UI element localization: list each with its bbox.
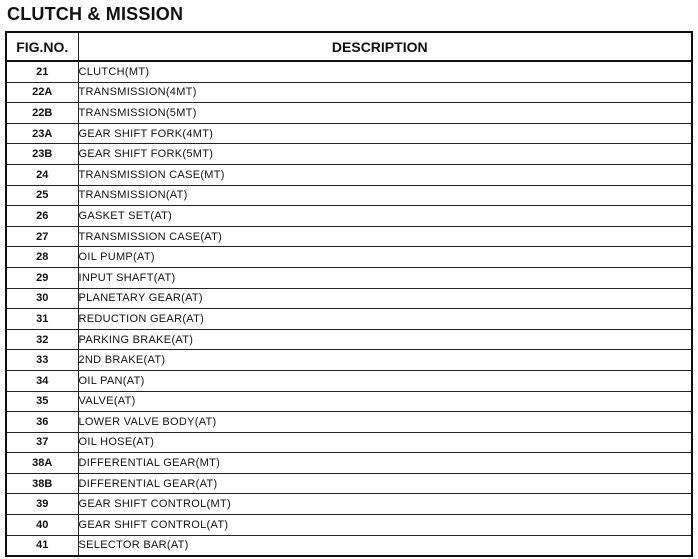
description-cell: CLUTCH(MT) xyxy=(78,61,692,82)
fig-no-cell: 30 xyxy=(6,288,78,309)
table-row xyxy=(6,391,692,412)
fig-no-cell: 21 xyxy=(6,61,78,82)
table-row xyxy=(6,350,692,371)
fig-no-cell: 38A xyxy=(6,453,78,474)
table-row xyxy=(6,309,692,330)
fig-no-cell: 28 xyxy=(6,247,78,268)
table-body xyxy=(6,61,692,556)
table-row xyxy=(6,267,692,288)
fig-no-cell: 36 xyxy=(6,412,78,433)
fig-no-cell: 23B xyxy=(6,144,78,165)
table-row xyxy=(6,515,692,536)
table-row xyxy=(6,82,692,103)
description-cell: GEAR SHIFT FORK(4MT) xyxy=(78,123,692,144)
description-cell: GEAR SHIFT CONTROL(MT) xyxy=(78,494,692,515)
description-cell: GEAR SHIFT FORK(5MT) xyxy=(78,144,692,165)
fig-no-cell: 33 xyxy=(6,350,78,371)
table-row xyxy=(6,247,692,268)
table-row xyxy=(6,494,692,515)
description-cell: PLANETARY GEAR(AT) xyxy=(78,288,692,309)
description-cell: TRANSMISSION(AT) xyxy=(78,185,692,206)
page-title: CLUTCH & MISSION xyxy=(7,4,184,24)
fig-no-cell: 40 xyxy=(6,515,78,536)
table-row xyxy=(6,123,692,144)
description-cell: OIL HOSE(AT) xyxy=(78,432,692,453)
fig-no-cell: 22A xyxy=(6,82,78,103)
table-row xyxy=(6,288,692,309)
description-cell: TRANSMISSION(4MT) xyxy=(78,82,692,103)
description-cell: DIFFERENTIAL GEAR(AT) xyxy=(78,473,692,494)
description-cell: OIL PUMP(AT) xyxy=(78,247,692,268)
table-row xyxy=(6,144,692,165)
fig-no-cell: 29 xyxy=(6,267,78,288)
table-row xyxy=(6,329,692,350)
parts-table xyxy=(5,31,693,557)
fig-no-cell: 22B xyxy=(6,103,78,124)
description-cell: LOWER VALVE BODY(AT) xyxy=(78,412,692,433)
fig-no-cell: 26 xyxy=(6,206,78,227)
description-cell: DIFFERENTIAL GEAR(MT) xyxy=(78,453,692,474)
table-row xyxy=(6,370,692,391)
description-cell: TRANSMISSION CASE(MT) xyxy=(78,164,692,185)
description-cell: 2ND BRAKE(AT) xyxy=(78,350,692,371)
description-cell: TRANSMISSION CASE(AT) xyxy=(78,226,692,247)
fig-no-cell: 35 xyxy=(6,391,78,412)
table-row xyxy=(6,61,692,82)
fig-no-cell: 41 xyxy=(6,535,78,556)
table-row xyxy=(6,432,692,453)
fig-no-cell: 25 xyxy=(6,185,78,206)
table-row xyxy=(6,412,692,433)
fig-no-cell: 37 xyxy=(6,432,78,453)
description-cell: OIL PAN(AT) xyxy=(78,370,692,391)
table-row xyxy=(6,473,692,494)
description-cell: VALVE(AT) xyxy=(78,391,692,412)
description-cell: GEAR SHIFT CONTROL(AT) xyxy=(78,515,692,536)
fig-no-cell: 39 xyxy=(6,494,78,515)
table-row xyxy=(6,103,692,124)
table-row xyxy=(6,206,692,227)
fig-no-cell: 32 xyxy=(6,329,78,350)
table-header-row xyxy=(6,32,692,61)
description-cell: INPUT SHAFT(AT) xyxy=(78,267,692,288)
fig-no-cell: 31 xyxy=(6,309,78,330)
fig-no-cell: 27 xyxy=(6,226,78,247)
header-fig-no: FIG.NO. xyxy=(6,32,78,61)
table-row xyxy=(6,164,692,185)
description-cell: REDUCTION GEAR(AT) xyxy=(78,309,692,330)
fig-no-cell: 38B xyxy=(6,473,78,494)
description-cell: PARKING BRAKE(AT) xyxy=(78,329,692,350)
description-cell: SELECTOR BAR(AT) xyxy=(78,535,692,556)
table-row xyxy=(6,185,692,206)
description-cell: GASKET SET(AT) xyxy=(78,206,692,227)
fig-no-cell: 23A xyxy=(6,123,78,144)
fig-no-cell: 24 xyxy=(6,164,78,185)
table-row xyxy=(6,453,692,474)
table-row xyxy=(6,535,692,556)
header-description: DESCRIPTION xyxy=(78,32,692,61)
table-row xyxy=(6,226,692,247)
description-cell: TRANSMISSION(5MT) xyxy=(78,103,692,124)
fig-no-cell: 34 xyxy=(6,370,78,391)
